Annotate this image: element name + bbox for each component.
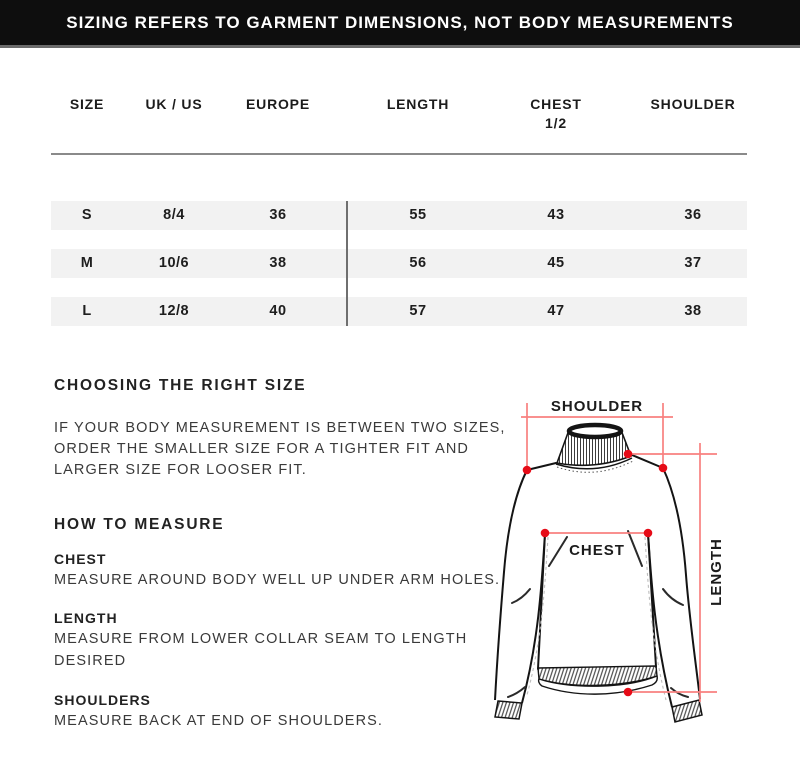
cell-uk-us: 8/4: [163, 207, 185, 223]
cell-europe: 36: [269, 207, 287, 223]
measure-length-label: LENGTH: [54, 610, 118, 626]
cell-size: L: [82, 303, 92, 319]
choosing-size-title: CHOOSING THE RIGHT SIZE: [54, 377, 307, 394]
measure-length-text-line: MEASURE FROM LOWER COLLAR SEAM TO LENGTH: [54, 631, 468, 647]
column-header-uk-us: UK / US: [145, 96, 203, 112]
cell-length: 55: [409, 207, 427, 223]
cell-size: S: [81, 207, 93, 223]
diagram-shoulder-label: SHOULDER: [550, 398, 644, 415]
column-header-europe: EUROPE: [246, 96, 310, 112]
column-header-chest-line1: CHEST: [530, 96, 582, 112]
cell-chest: 43: [547, 207, 565, 223]
cell-length: 57: [409, 303, 427, 319]
cell-shoulder: 37: [684, 255, 702, 271]
measure-shoulders-text: MEASURE BACK AT END OF SHOULDERS.: [54, 713, 384, 729]
cell-uk-us: 10/6: [158, 255, 190, 271]
cell-uk-us: 12/8: [158, 303, 190, 319]
measure-length-text-line: DESIRED: [54, 653, 127, 669]
column-header-chest-line2: 1/2: [545, 115, 567, 131]
diagram-chest-label: CHEST: [569, 542, 625, 559]
cell-europe: 40: [269, 303, 287, 319]
cell-shoulder: 38: [684, 303, 702, 319]
cell-chest: 47: [547, 303, 565, 319]
choosing-size-text-line: IF YOUR BODY MEASUREMENT IS BETWEEN TWO SIZES,: [54, 420, 506, 436]
cell-length: 56: [409, 255, 427, 271]
measure-shoulders-label: SHOULDERS: [54, 692, 151, 708]
measure-chest-text: MEASURE AROUND BODY WELL UP UNDER ARM HOLES.: [54, 572, 501, 588]
cell-shoulder: 36: [684, 207, 702, 223]
banner-text: SIZING REFERS TO GARMENT DIMENSIONS, NOT BODY MEASUREMENTS: [66, 12, 734, 32]
column-header-size: SIZE: [69, 96, 105, 112]
cell-europe: 38: [269, 255, 287, 271]
measure-chest-label: CHEST: [54, 551, 107, 567]
column-header-length: LENGTH: [386, 96, 450, 112]
how-to-measure-title: HOW TO MEASURE: [54, 516, 225, 533]
cell-size: M: [80, 255, 94, 271]
choosing-size-text-line: LARGER SIZE FOR LOOSER FIT.: [54, 462, 307, 478]
choosing-size-text-line: ORDER THE SMALLER SIZE FOR A TIGHTER FIT AND: [54, 441, 469, 457]
cell-chest: 45: [547, 255, 565, 271]
diagram-length-label: LENGTH: [708, 538, 725, 606]
column-header-shoulder: SHOULDER: [650, 96, 736, 112]
